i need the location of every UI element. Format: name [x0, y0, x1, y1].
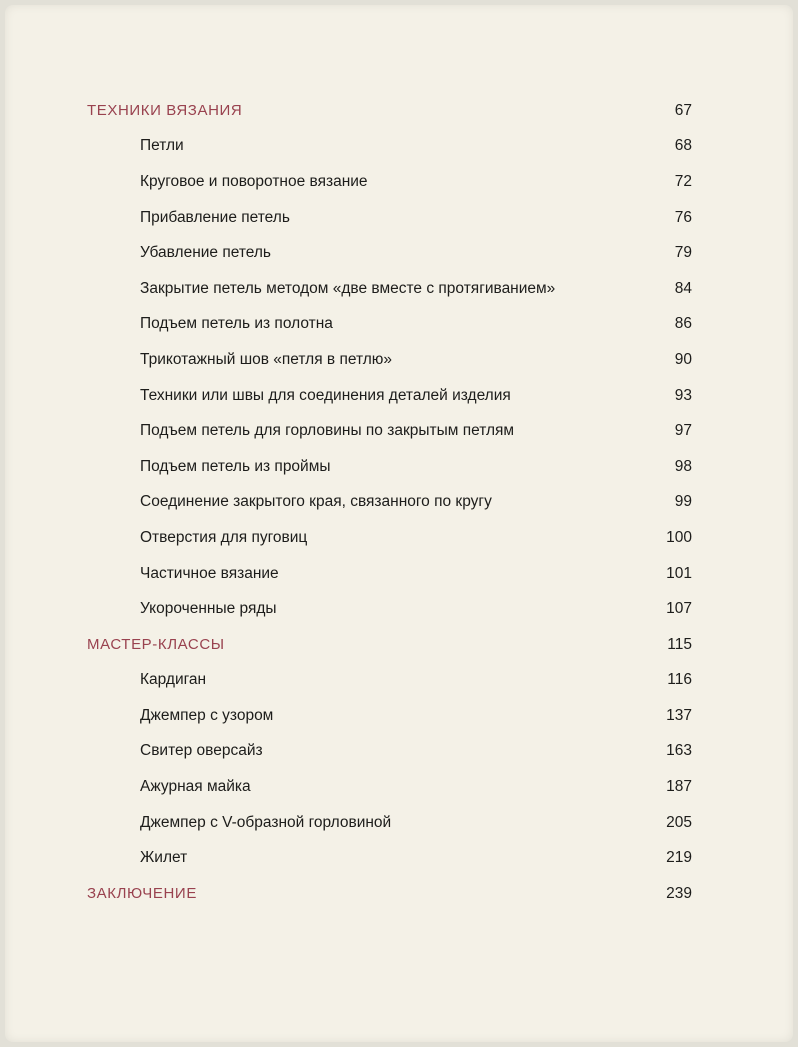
- toc-entry-label: Трикотажный шов «петля в петлю»: [140, 350, 392, 368]
- toc-entry: [87, 413, 692, 449]
- page-number: 68: [674, 137, 692, 155]
- section-title: ЗАКЛЮЧЕНИЕ: [87, 885, 197, 903]
- toc-entry: [87, 164, 692, 200]
- toc-entry-label: Круговое и поворотное вязание: [140, 172, 368, 190]
- page-number: 99: [674, 493, 692, 511]
- page-number: 72: [674, 172, 692, 190]
- toc-entry: [87, 129, 692, 165]
- toc-section-heading: [87, 627, 692, 663]
- toc-entry-label: Свитер оверсайз: [140, 742, 263, 760]
- page-number: 97: [674, 422, 692, 440]
- toc-entry: [87, 591, 692, 627]
- toc-entry-label: Петли: [140, 137, 184, 155]
- page-number: 90: [674, 350, 692, 368]
- toc-entry-label: Отверстия для пуговиц: [140, 528, 308, 546]
- toc-entry-label: Джемпер с узором: [140, 706, 274, 724]
- section-title: ТЕХНИКИ ВЯЗАНИЯ: [87, 102, 243, 120]
- toc-entry: [87, 520, 692, 556]
- toc-entry: [87, 734, 692, 770]
- toc-entry-label: Убавление петель: [140, 244, 271, 262]
- toc-entry-label: Техники или швы для соединения деталей изделия: [140, 386, 511, 404]
- toc-entry-label: Частичное вязание: [140, 564, 279, 582]
- page-number: 98: [674, 457, 692, 475]
- page-number: 84: [674, 279, 692, 297]
- toc-entry-label: Джемпер с V-образной горловиной: [140, 813, 392, 831]
- page-number: 86: [674, 315, 692, 333]
- page-number: 76: [674, 208, 692, 226]
- toc-entry: [87, 449, 692, 485]
- page-number: 163: [666, 742, 692, 760]
- page-number: 137: [666, 706, 692, 724]
- toc-entry: [87, 485, 692, 521]
- table-of-contents: [87, 93, 692, 912]
- toc-entry: [87, 271, 692, 307]
- toc-entry-label: Подъем петель для горловины по закрытым петлям: [140, 422, 515, 440]
- toc-entry: [87, 663, 692, 699]
- toc-entry-label: Закрытие петель методом «две вместе с протягиванием»: [140, 279, 556, 297]
- toc-entry: [87, 200, 692, 236]
- toc-entry: [87, 840, 692, 876]
- toc-entry-label: Жилет: [140, 849, 188, 867]
- toc-entry-label: Ажурная майка: [140, 778, 251, 796]
- page-number: 187: [666, 778, 692, 796]
- toc-entry: [87, 307, 692, 343]
- toc-entry-label: Прибавление петель: [140, 208, 290, 226]
- toc-entry: [87, 235, 692, 271]
- page-number: 93: [674, 386, 692, 404]
- page-number: 67: [674, 101, 692, 119]
- toc-entry: [87, 556, 692, 592]
- toc-entry: [87, 805, 692, 841]
- page-number: 100: [666, 528, 692, 546]
- toc-entry-label: Соединение закрытого края, связанного по кругу: [140, 493, 492, 511]
- section-title: МАСТЕР-КЛАССЫ: [87, 636, 225, 654]
- toc-entry: [87, 769, 692, 805]
- toc-entry-label: Подъем петель из проймы: [140, 457, 331, 475]
- toc-section-heading: [87, 93, 692, 129]
- page-number: 239: [666, 884, 692, 902]
- toc-entry-label: Кардиган: [140, 671, 207, 689]
- book-page: [5, 5, 793, 1042]
- page-number: 115: [667, 635, 692, 653]
- toc-entry-label: Укороченные ряды: [140, 600, 277, 618]
- toc-entry: [87, 698, 692, 734]
- page-number: 219: [666, 849, 692, 867]
- page-number: 101: [666, 564, 692, 582]
- toc-entry: [87, 342, 692, 378]
- toc-entry-label: Подъем петель из полотна: [140, 315, 333, 333]
- page-number: 116: [667, 671, 692, 689]
- page-number: 205: [666, 813, 692, 831]
- toc-section-heading: [87, 876, 692, 912]
- page-number: 79: [674, 244, 692, 262]
- toc-entry: [87, 378, 692, 414]
- page-number: 107: [666, 600, 692, 618]
